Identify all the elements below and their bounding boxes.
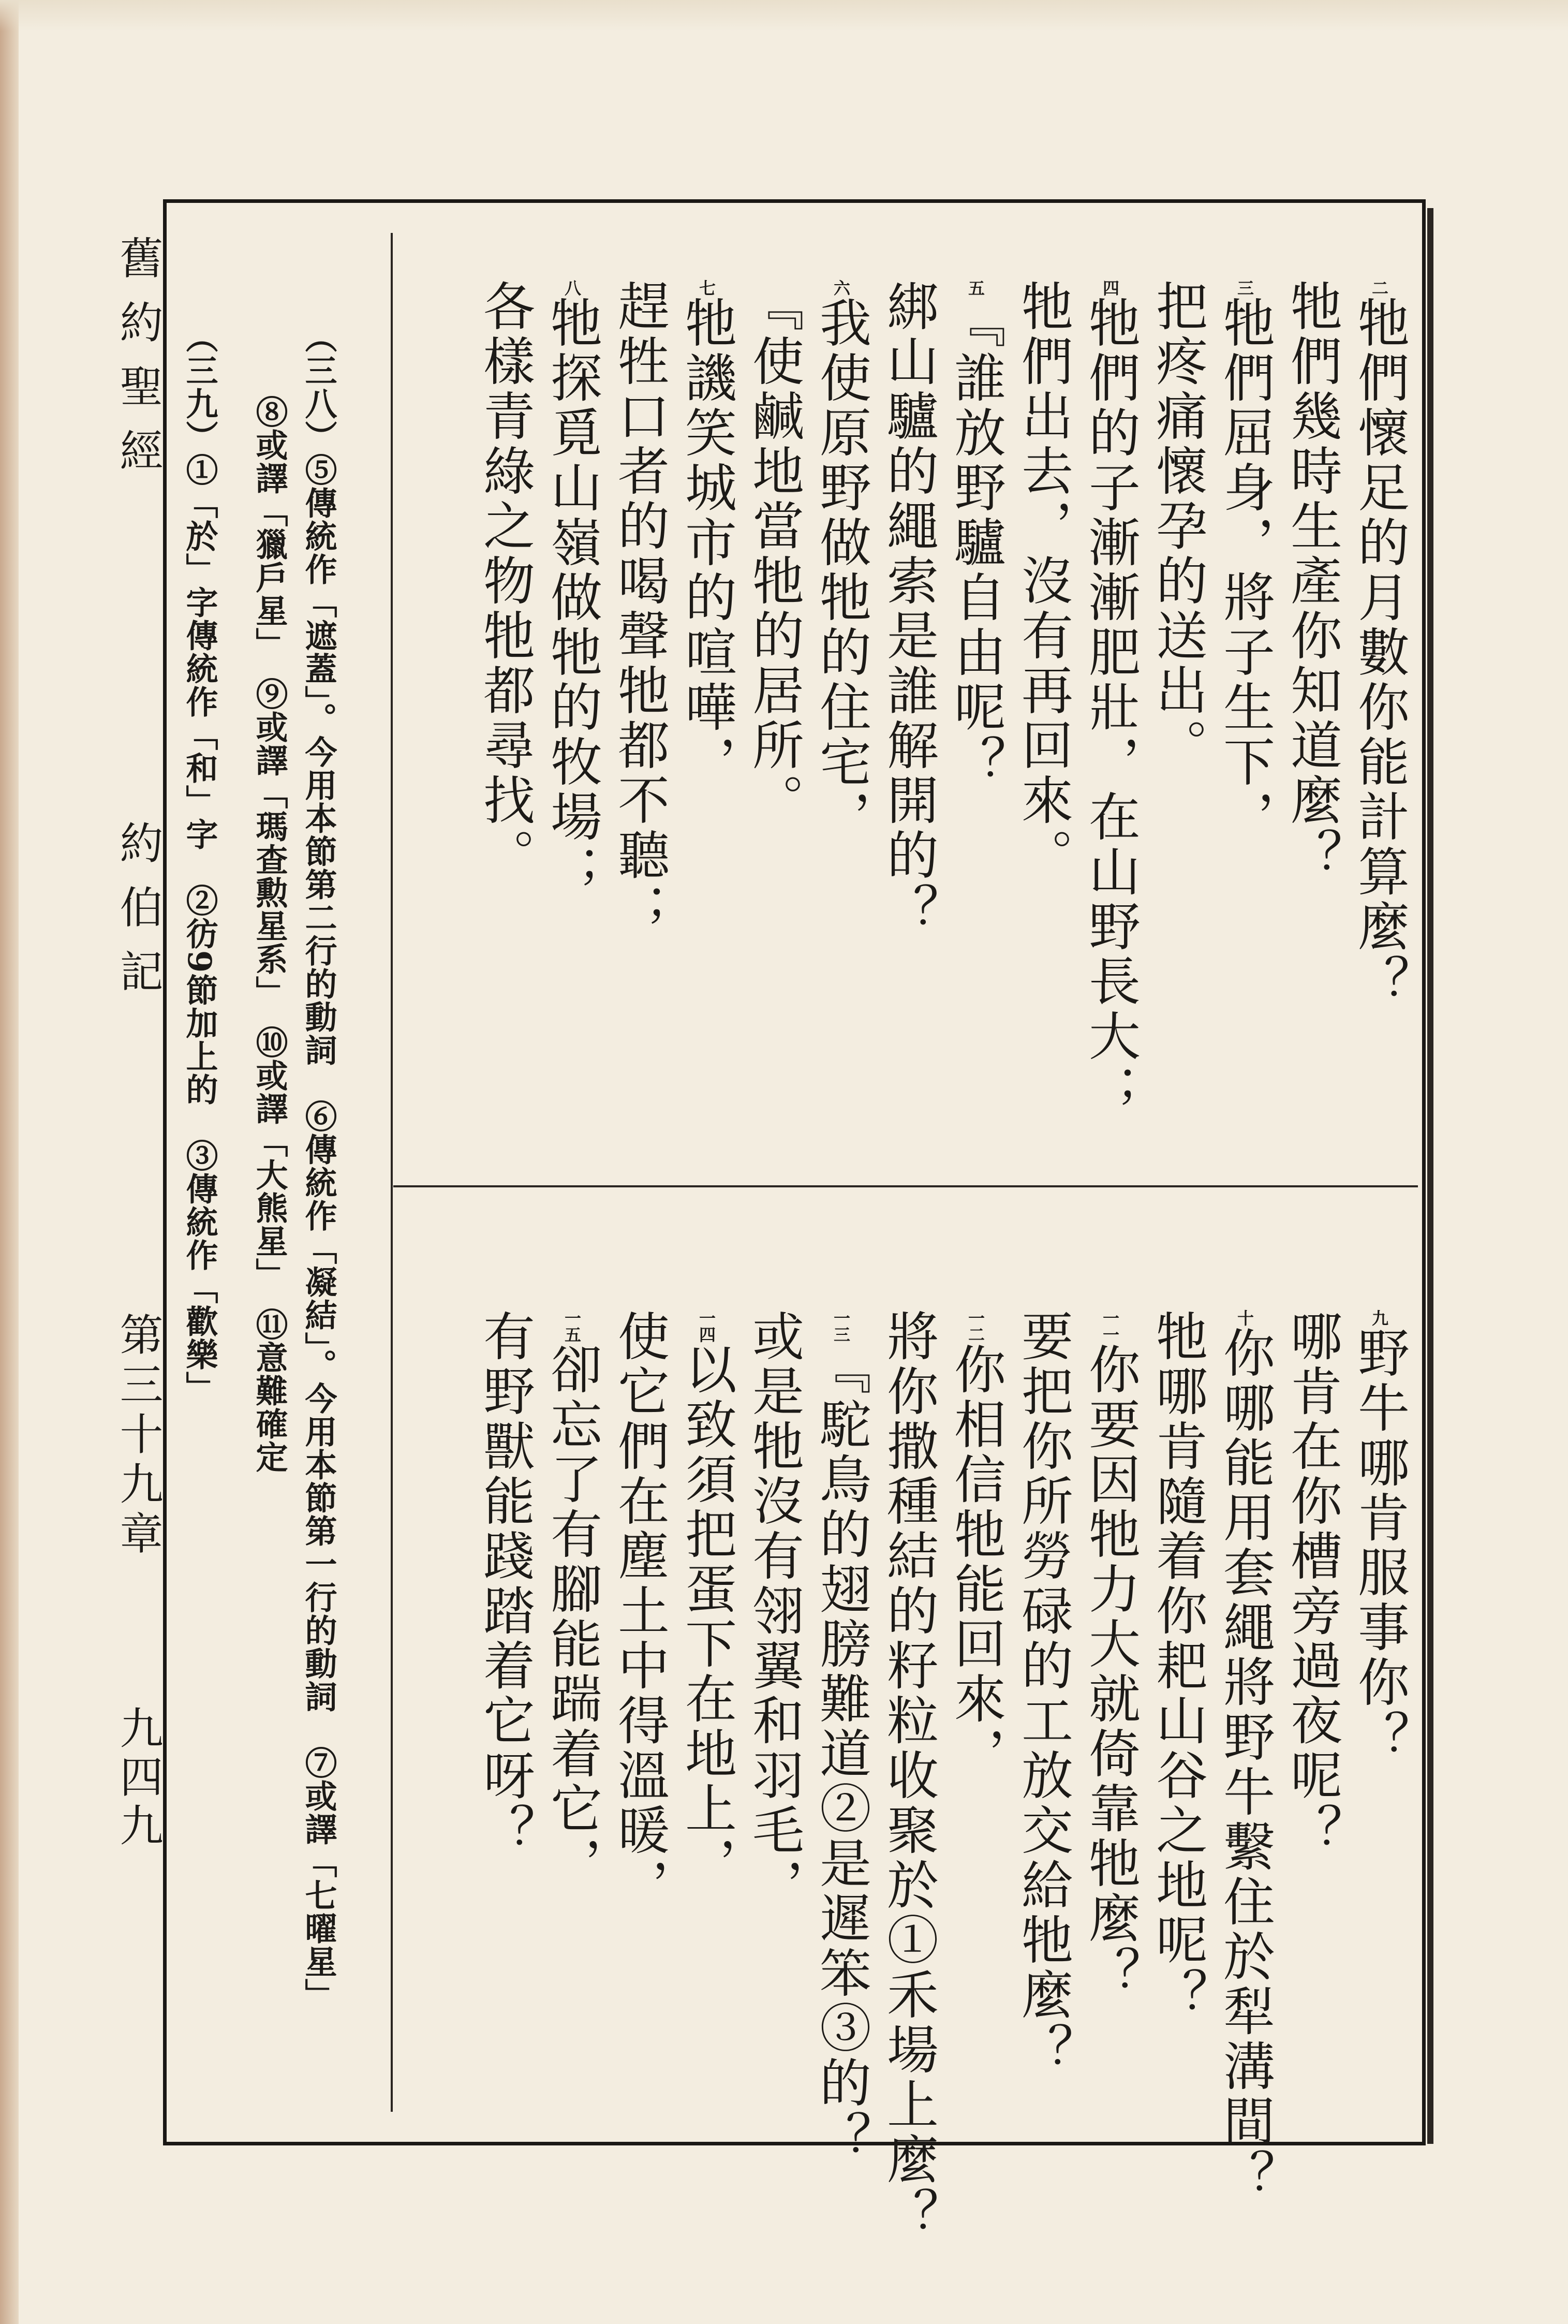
running-head <box>96 236 163 1866</box>
verse-text: 使它們在塵土中得溫暖， <box>609 1310 670 1913</box>
chapter-book-name: 約伯記 <box>113 820 164 1013</box>
verse-line <box>543 280 600 900</box>
verse-number: 五 <box>966 280 985 296</box>
verse-text: 『誰放野驢自由呢？ <box>945 296 1006 790</box>
verse-number: 一五 <box>562 1310 582 1343</box>
verse-line <box>1080 1310 1141 2001</box>
verse-line <box>880 280 937 938</box>
verse-line <box>745 1310 802 1913</box>
section-divider <box>393 1185 1418 1187</box>
verse-text: 野牛哪肯服事你？ <box>1349 1326 1410 1765</box>
verse-line <box>1216 280 1273 845</box>
verse-text: 哪肯在你槽旁過夜呢？ <box>1282 1310 1342 1858</box>
verse-text: 卻忘了有腳能踹着它， <box>542 1343 602 1891</box>
verse-line <box>476 280 533 883</box>
page-shadow <box>0 0 1568 31</box>
verse-line <box>1149 280 1206 773</box>
verse-text: 將你撒種結的籽粒收聚於①禾場上麼？ <box>878 1310 939 2242</box>
verse-number: 六 <box>831 280 851 296</box>
verse-line <box>611 1310 668 1913</box>
verse-text: 牠們的子漸漸肥壯，在山野長大； <box>1080 296 1141 1119</box>
verse-text: 牠們出去，沒有再回來。 <box>1013 280 1073 883</box>
verse-line <box>812 280 869 845</box>
verse-number: 一三 <box>831 1310 851 1343</box>
chapter-label: 第三十九章 <box>113 1312 164 1561</box>
footnote-line: ⑧或譯「獵戶星」 ⑨或譯「瑪查勲星系」 ⑩或譯「大熊星」 ⑪意難確定 <box>250 362 288 1474</box>
verse-number: 十 <box>1235 1310 1254 1326</box>
verse-line <box>678 1310 735 1891</box>
verse-line <box>1014 1310 1071 2078</box>
page-edge <box>0 0 19 2324</box>
verse-line <box>543 1310 600 1891</box>
verse-line <box>1283 280 1340 883</box>
verse-number: 一四 <box>697 1310 716 1343</box>
verse-line <box>1149 1310 1206 2023</box>
verse-line <box>1351 280 1408 1009</box>
verse-text: 牠們幾時生產你知道麼？ <box>1282 280 1342 883</box>
verse-line <box>812 1310 869 2166</box>
verse-line <box>1351 1310 1408 1765</box>
verse-line <box>476 1310 533 1858</box>
verse-text: 把疼痛懷孕的送出。 <box>1147 280 1208 773</box>
verse-line <box>880 1310 937 2242</box>
verse-line <box>678 280 735 790</box>
verse-text: 趕牲口者的喝聲牠都不聽； <box>609 280 670 938</box>
verse-text: 各樣青綠之物牠都尋找。 <box>475 280 535 883</box>
footnote-line: （三九）①「於」字傳統作「和」字 ②彷9節加上的 ③傳統作「歡樂」 <box>181 321 218 1405</box>
verse-text: 牠探覓山嶺做牠的牧場； <box>542 296 602 900</box>
verse-text: 牠們懷足的月數你能計算麼？ <box>1349 296 1410 1009</box>
verse-text: 或是牠沒有翎翼和羽毛， <box>744 1310 804 1913</box>
verse-text: 要把你所勞碌的工放交給牠麼？ <box>1013 1310 1073 2078</box>
verse-text: 你要因牠力大就倚靠牠麼？ <box>1080 1343 1141 2001</box>
verse-text: 你哪能用套繩將野牛繫住於犁溝間？ <box>1215 1326 1275 2204</box>
verse-line <box>947 280 1004 790</box>
verse-text: 你相信牠能回來， <box>945 1343 1006 1782</box>
verse-line <box>1080 280 1141 1119</box>
page-number: 九四九 <box>113 1705 164 1851</box>
verse-text: 綁山驢的繩索是誰解開的？ <box>878 280 939 938</box>
verse-line <box>947 1310 1004 1782</box>
verse-number: 一一 <box>1100 1310 1120 1343</box>
verse-text: 牠哪肯隨着你耙山谷之地呢？ <box>1147 1310 1208 2023</box>
verse-number: 二 <box>1369 280 1389 296</box>
book-title: 舊約聖經 <box>113 236 164 492</box>
verse-line <box>1283 1310 1340 1858</box>
verse-line <box>745 280 802 828</box>
verse-text: 我使原野做牠的住宅， <box>811 296 871 845</box>
verse-text: 以致須把蛋下在地上， <box>676 1343 737 1891</box>
verse-line <box>1014 280 1071 883</box>
verse-number: 一二 <box>966 1310 985 1343</box>
verse-text: 『使鹹地當牠的居所。 <box>744 280 804 828</box>
verse-text: 牠們屈身，將子生下， <box>1215 296 1275 845</box>
verse-line <box>611 280 668 938</box>
verse-number: 九 <box>1369 1310 1389 1326</box>
verse-number: 四 <box>1100 280 1120 296</box>
verse-text: 有野獸能踐踏着它呀？ <box>475 1310 535 1858</box>
verse-number: 八 <box>562 280 582 296</box>
verse-line <box>1216 1310 1273 2204</box>
verse-number: 三 <box>1235 280 1254 296</box>
verse-text: 牠譏笑城市的喧嘩， <box>676 296 737 790</box>
verse-text: 『駝鳥的翅膀難道②是遲笨③的？ <box>811 1343 871 2166</box>
footnote-line: （三八）⑤傳統作「遮蓋」。今用本節第二行的動詞 ⑥傳統作「凝結」。今用本節第一行的動詞 ⑦或譯「七曜星」 <box>300 321 337 2011</box>
verse-number: 七 <box>697 280 716 296</box>
notes-divider <box>391 233 393 2112</box>
